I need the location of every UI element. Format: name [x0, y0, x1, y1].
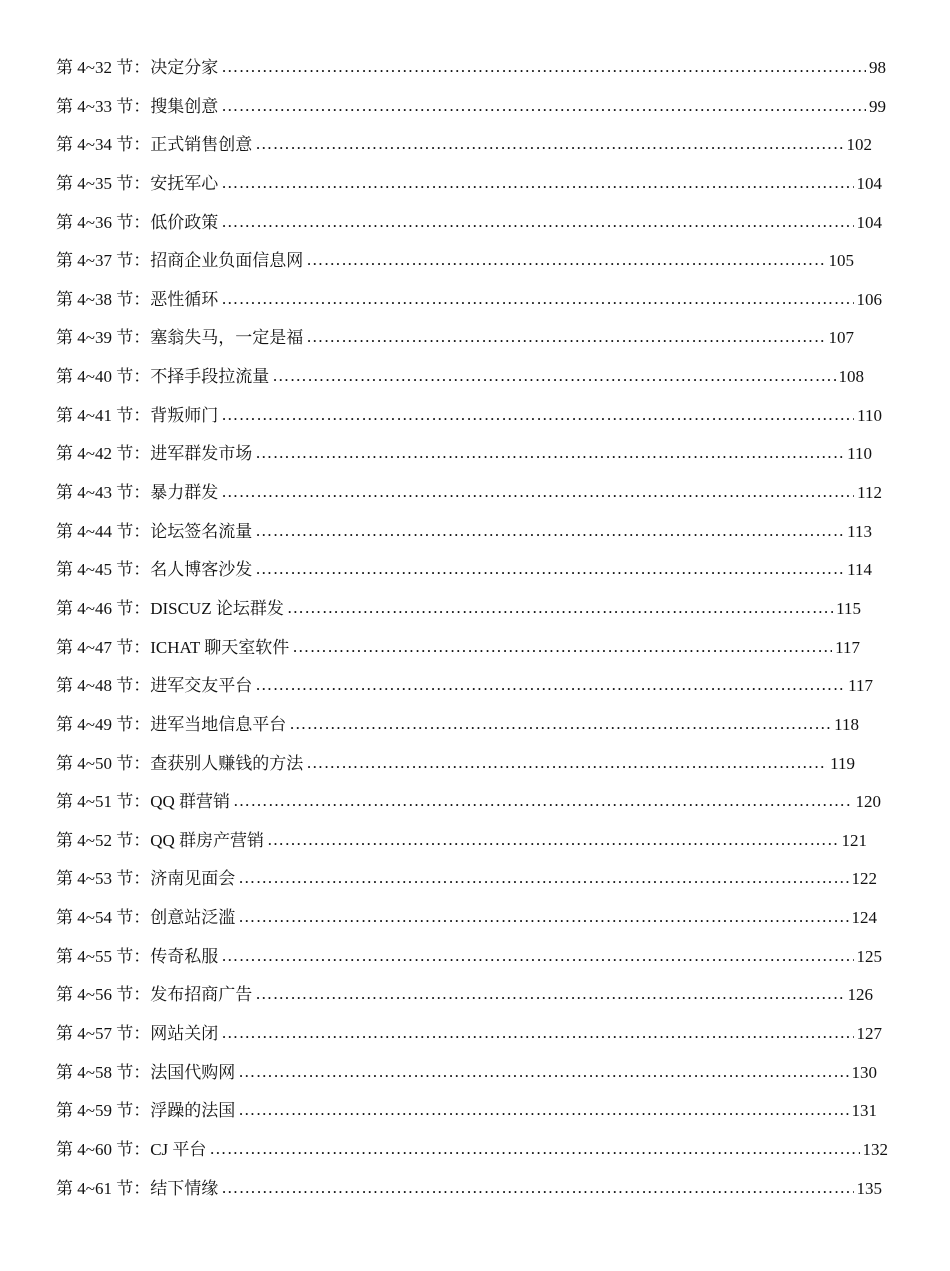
- dot-leader: [306, 241, 825, 280]
- dot-leader: [267, 821, 838, 860]
- dot-leader: [255, 125, 843, 164]
- toc-entry[interactable]: [56, 358, 864, 397]
- toc-entry-title: 第 4~44 节：论坛签名流量: [56, 521, 253, 541]
- toc-entry[interactable]: [56, 706, 859, 745]
- toc-entry-page: 108: [838, 367, 864, 387]
- dot-leader: [289, 705, 831, 744]
- toc-entry-page: 126: [847, 985, 873, 1005]
- dot-leader: [233, 782, 852, 821]
- toc-entry-page: 113: [847, 521, 872, 541]
- toc-entry-title: 第 4~43 节：暴力群发: [56, 483, 219, 503]
- toc-entry[interactable]: [56, 745, 855, 784]
- toc-entry[interactable]: [56, 1054, 877, 1093]
- toc-entry-title: 第 4~34 节：正式销售创意: [56, 135, 253, 155]
- toc-entry[interactable]: [56, 204, 882, 243]
- toc-entry-page: 135: [856, 1178, 882, 1198]
- toc-entry-page: 115: [836, 598, 861, 618]
- dot-leader: [238, 859, 848, 898]
- toc-entry-title: 第 4~49 节：进军当地信息平台: [56, 714, 287, 734]
- toc-entry[interactable]: [56, 976, 873, 1015]
- toc-entry[interactable]: [56, 899, 877, 938]
- toc-entry[interactable]: [56, 397, 882, 436]
- dot-leader: [272, 357, 835, 396]
- toc-entry-title: 第 4~53 节：济南见面会: [56, 869, 236, 889]
- toc-entry-page: 105: [828, 251, 854, 271]
- toc-entry-page: 104: [856, 173, 882, 193]
- dot-leader: [221, 280, 853, 319]
- dot-leader: [221, 473, 854, 512]
- toc-entry-title: 第 4~32 节：决定分家: [56, 58, 219, 77]
- dot-leader: [292, 628, 832, 667]
- toc-entry-title: 第 4~50 节：查获别人赚钱的方法: [56, 753, 304, 773]
- toc-entry-title: 第 4~37 节：招商企业负面信息网: [56, 251, 304, 271]
- dot-leader: [221, 87, 866, 126]
- toc-entry-title: 第 4~60 节：CJ 平台: [56, 1139, 207, 1159]
- toc-entry-page: 131: [851, 1101, 877, 1121]
- toc-entry[interactable]: [56, 126, 872, 165]
- toc-entry-title: 第 4~39 节：塞翁失马，一定是福: [56, 328, 304, 348]
- dot-leader: [238, 1053, 848, 1092]
- toc-entry-page: 107: [828, 328, 854, 348]
- dot-leader: [221, 1014, 853, 1053]
- toc-entry-title: 第 4~38 节：恶性循环: [56, 289, 219, 309]
- toc-entry-title: 第 4~51 节：QQ 群营销: [56, 792, 231, 812]
- toc-entry-page: 130: [851, 1062, 877, 1082]
- toc-entry-page: 106: [856, 289, 882, 309]
- dot-leader: [255, 975, 844, 1014]
- dot-leader: [221, 164, 853, 203]
- toc-entry-title: 第 4~40 节：不择手段拉流量: [56, 367, 270, 387]
- toc-entry-page: 112: [857, 483, 882, 503]
- toc-entry[interactable]: [56, 590, 861, 629]
- toc-entry[interactable]: [56, 513, 872, 552]
- toc-entry[interactable]: [56, 783, 881, 822]
- toc-entry-page: 120: [855, 792, 881, 812]
- toc-entry-title: 第 4~41 节：背叛师门: [56, 405, 219, 425]
- toc-entry-title: 第 4~52 节：QQ 群房产营销: [56, 830, 265, 850]
- toc-entry[interactable]: [56, 860, 877, 899]
- toc-entry-page: 98: [869, 58, 886, 77]
- toc-entry-title: 第 4~57 节：网站关闭: [56, 1024, 219, 1044]
- toc-entry-title: 第 4~56 节：发布招商广告: [56, 985, 253, 1005]
- toc-entry-title: 第 4~61 节：结下情缘: [56, 1178, 219, 1198]
- dot-leader: [221, 203, 853, 242]
- toc-entry-title: 第 4~36 节：低价政策: [56, 212, 219, 232]
- toc-entry-title: 第 4~35 节：安抚军心: [56, 173, 219, 193]
- toc-entry-page: 127: [856, 1024, 882, 1044]
- toc-entry-page: 110: [857, 405, 882, 425]
- toc-entry-title: 第 4~33 节：搜集创意: [56, 96, 219, 116]
- toc-entry[interactable]: [56, 1131, 888, 1170]
- dot-leader: [287, 589, 833, 628]
- toc-entry[interactable]: [56, 435, 872, 474]
- toc-entry[interactable]: [56, 474, 882, 513]
- toc-entry[interactable]: [56, 281, 882, 320]
- toc-entry[interactable]: [56, 49, 886, 88]
- toc-entry[interactable]: [56, 822, 867, 861]
- toc-entry-page: 117: [848, 676, 873, 696]
- dot-leader: [221, 937, 853, 976]
- dot-leader: [209, 1130, 859, 1169]
- toc-entry-page: 104: [856, 212, 882, 232]
- toc-entry[interactable]: [56, 242, 854, 281]
- toc-entry-title: 第 4~59 节：浮躁的法国: [56, 1101, 236, 1121]
- toc-entry-title: 第 4~46 节：DISCUZ 论坛群发: [56, 598, 284, 618]
- dot-leader: [255, 434, 844, 473]
- dot-leader: [221, 48, 866, 87]
- toc-entry[interactable]: [56, 165, 882, 204]
- dot-leader: [238, 1091, 848, 1130]
- dot-leader: [255, 512, 844, 551]
- toc-entry[interactable]: [56, 667, 873, 706]
- dot-leader: [221, 396, 854, 435]
- dot-leader: [255, 550, 844, 589]
- toc-entry[interactable]: [56, 629, 860, 668]
- toc-entry-title: 第 4~55 节：传奇私服: [56, 946, 219, 966]
- toc-entry[interactable]: [56, 551, 872, 590]
- toc-entry[interactable]: [56, 88, 886, 127]
- toc-entry[interactable]: [56, 1170, 882, 1209]
- toc-entry-page: 117: [835, 637, 860, 657]
- toc-entry[interactable]: [56, 938, 882, 977]
- toc-entry[interactable]: [56, 1015, 882, 1054]
- table-of-contents: [56, 49, 888, 1208]
- toc-entry-page: 119: [830, 753, 855, 773]
- toc-entry-page: 121: [841, 830, 867, 850]
- dot-leader: [221, 1169, 853, 1208]
- toc-entry-page: 102: [846, 135, 872, 155]
- dot-leader: [238, 898, 848, 937]
- toc-entry-page: 110: [847, 444, 872, 464]
- toc-entry-page: 132: [862, 1139, 888, 1159]
- toc-entry-title: 第 4~54 节：创意站泛滥: [56, 908, 236, 928]
- toc-entry-page: 114: [847, 560, 872, 580]
- toc-entry-title: 第 4~45 节：名人博客沙发: [56, 560, 253, 580]
- dot-leader: [306, 318, 825, 357]
- dot-leader: [255, 666, 845, 705]
- toc-entry-page: 118: [834, 714, 859, 734]
- toc-entry-page: 124: [851, 908, 877, 928]
- toc-entry[interactable]: [56, 319, 854, 358]
- toc-entry-page: 99: [869, 96, 886, 116]
- toc-entry[interactable]: [56, 1092, 877, 1131]
- toc-entry-title: 第 4~58 节：法国代购网: [56, 1062, 236, 1082]
- toc-entry-title: 第 4~48 节：进军交友平台: [56, 676, 253, 696]
- toc-entry-title: 第 4~47 节：ICHAT 聊天室软件: [56, 637, 290, 657]
- toc-entry-page: 125: [856, 946, 882, 966]
- toc-entry-page: 122: [851, 869, 877, 889]
- toc-entry-title: 第 4~42 节：进军群发市场: [56, 444, 253, 464]
- dot-leader: [306, 744, 827, 783]
